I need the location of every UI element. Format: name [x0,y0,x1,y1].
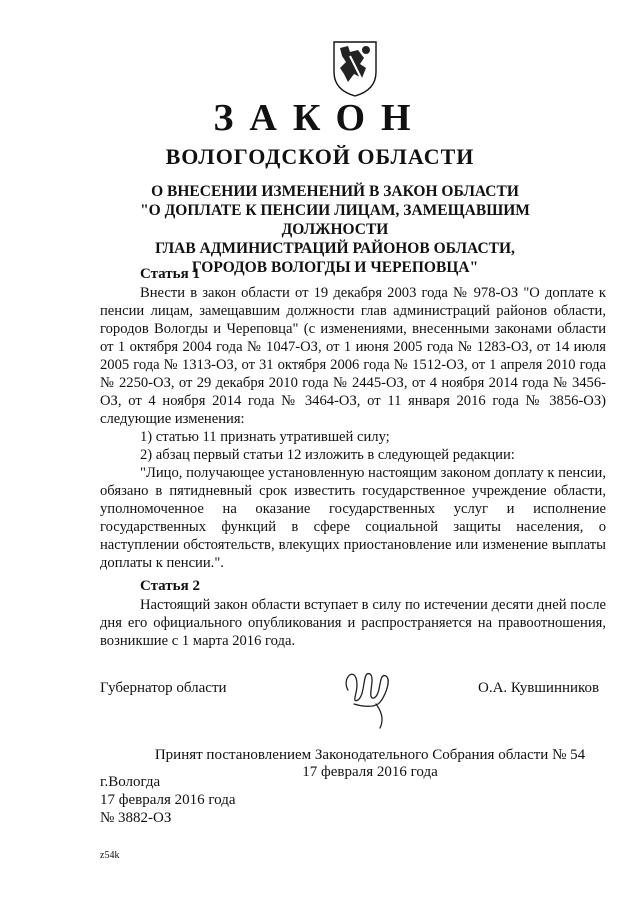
adoption-note [0,747,640,781]
subject-line: ГОРОДОВ ВОЛОГДЫ И ЧЕРЕПОВЦА" [191,259,479,276]
article-1-paragraph: "Лицо, получающее установленную настоящим законом доплату к пенсии, обязано в пятидневный срок известить государственное учреждение области, уполномоченное на оказание государственных услуг и исполнение государственных функций в сфере социальной защиты населения, о наступлении обстоятельств, влекущих приостановление или изменение выплаты доплаты к пенсии.". [100,465,606,571]
document-code: z54k [100,850,120,861]
article-2-heading: Статья 2 [140,578,200,594]
region-title: ВОЛОГОДСКОЙ ОБЛАСТИ [165,144,475,169]
adoption-date: 17 февраля 2016 года [302,764,438,780]
article-1-body [100,284,606,572]
subject-line: "О ДОПЛАТЕ К ПЕНСИИ ЛИЦАМ, ЗАМЕЩАВШИМ ДОЛЖНОСТИ [140,202,530,238]
article-2-paragraph: Настоящий закон области вступает в силу по истечении десяти дней после дня его официального опубликования и распространяется на правоотношения, возникшие с 1 марта 2016 года. [100,597,606,649]
handwritten-signature [338,660,398,732]
article-1-heading: Статья 1 [140,266,200,282]
governor-title: Губернатор области [100,680,227,696]
governor-name: О.А. Кувшинников [478,680,600,696]
subject-line: ГЛАВ АДМИНИСТРАЦИЙ РАЙОНОВ ОБЛАСТИ, [155,240,515,257]
article-2-body [100,596,606,650]
law-title: ЗАКОН [213,97,427,139]
law-subject [100,182,570,277]
article-1-paragraph: Внести в закон области от 19 декабря 2003 года № 978-ОЗ "О доплате к пенсии лицам, замещавшим должности глав администраций районов области, городов Вологды и Череповца" (с изменениями, внесенными законами области от 1 октября 2004 года № 1047-ОЗ, от 1 июня 2005 года № 1283-ОЗ, от 14 июля 2005 года № 1313-ОЗ, от 31 октября 2006 года № 1512-ОЗ, от 1 апреля 2010 года № 2250-ОЗ, от 29 декабря 2010 года № 2445-ОЗ, от 4 ноября 2014 года № 3456-ОЗ, от 4 ноября 2014 года № 3464-ОЗ, от 11 января 2016 года № 3856-ОЗ) следующие изменения: [100,285,606,427]
signing-date: 17 февраля 2016 года [100,792,236,808]
article-1-paragraph: 2) абзац первый статьи 12 изложить в следующей редакции: [140,447,515,463]
article-1-paragraph: 1) статью 11 признать утратившей силу; [140,429,390,445]
coat-of-arms-emblem [330,38,380,98]
law-number: № 3882-ОЗ [100,810,172,826]
adoption-line: Принят постановлением Законодательного Собрания области № 54 [154,747,586,763]
city: г.Вологда [100,774,161,790]
subject-line: О ВНЕСЕНИИ ИЗМЕНЕНИЙ В ЗАКОН ОБЛАСТИ [151,183,519,200]
